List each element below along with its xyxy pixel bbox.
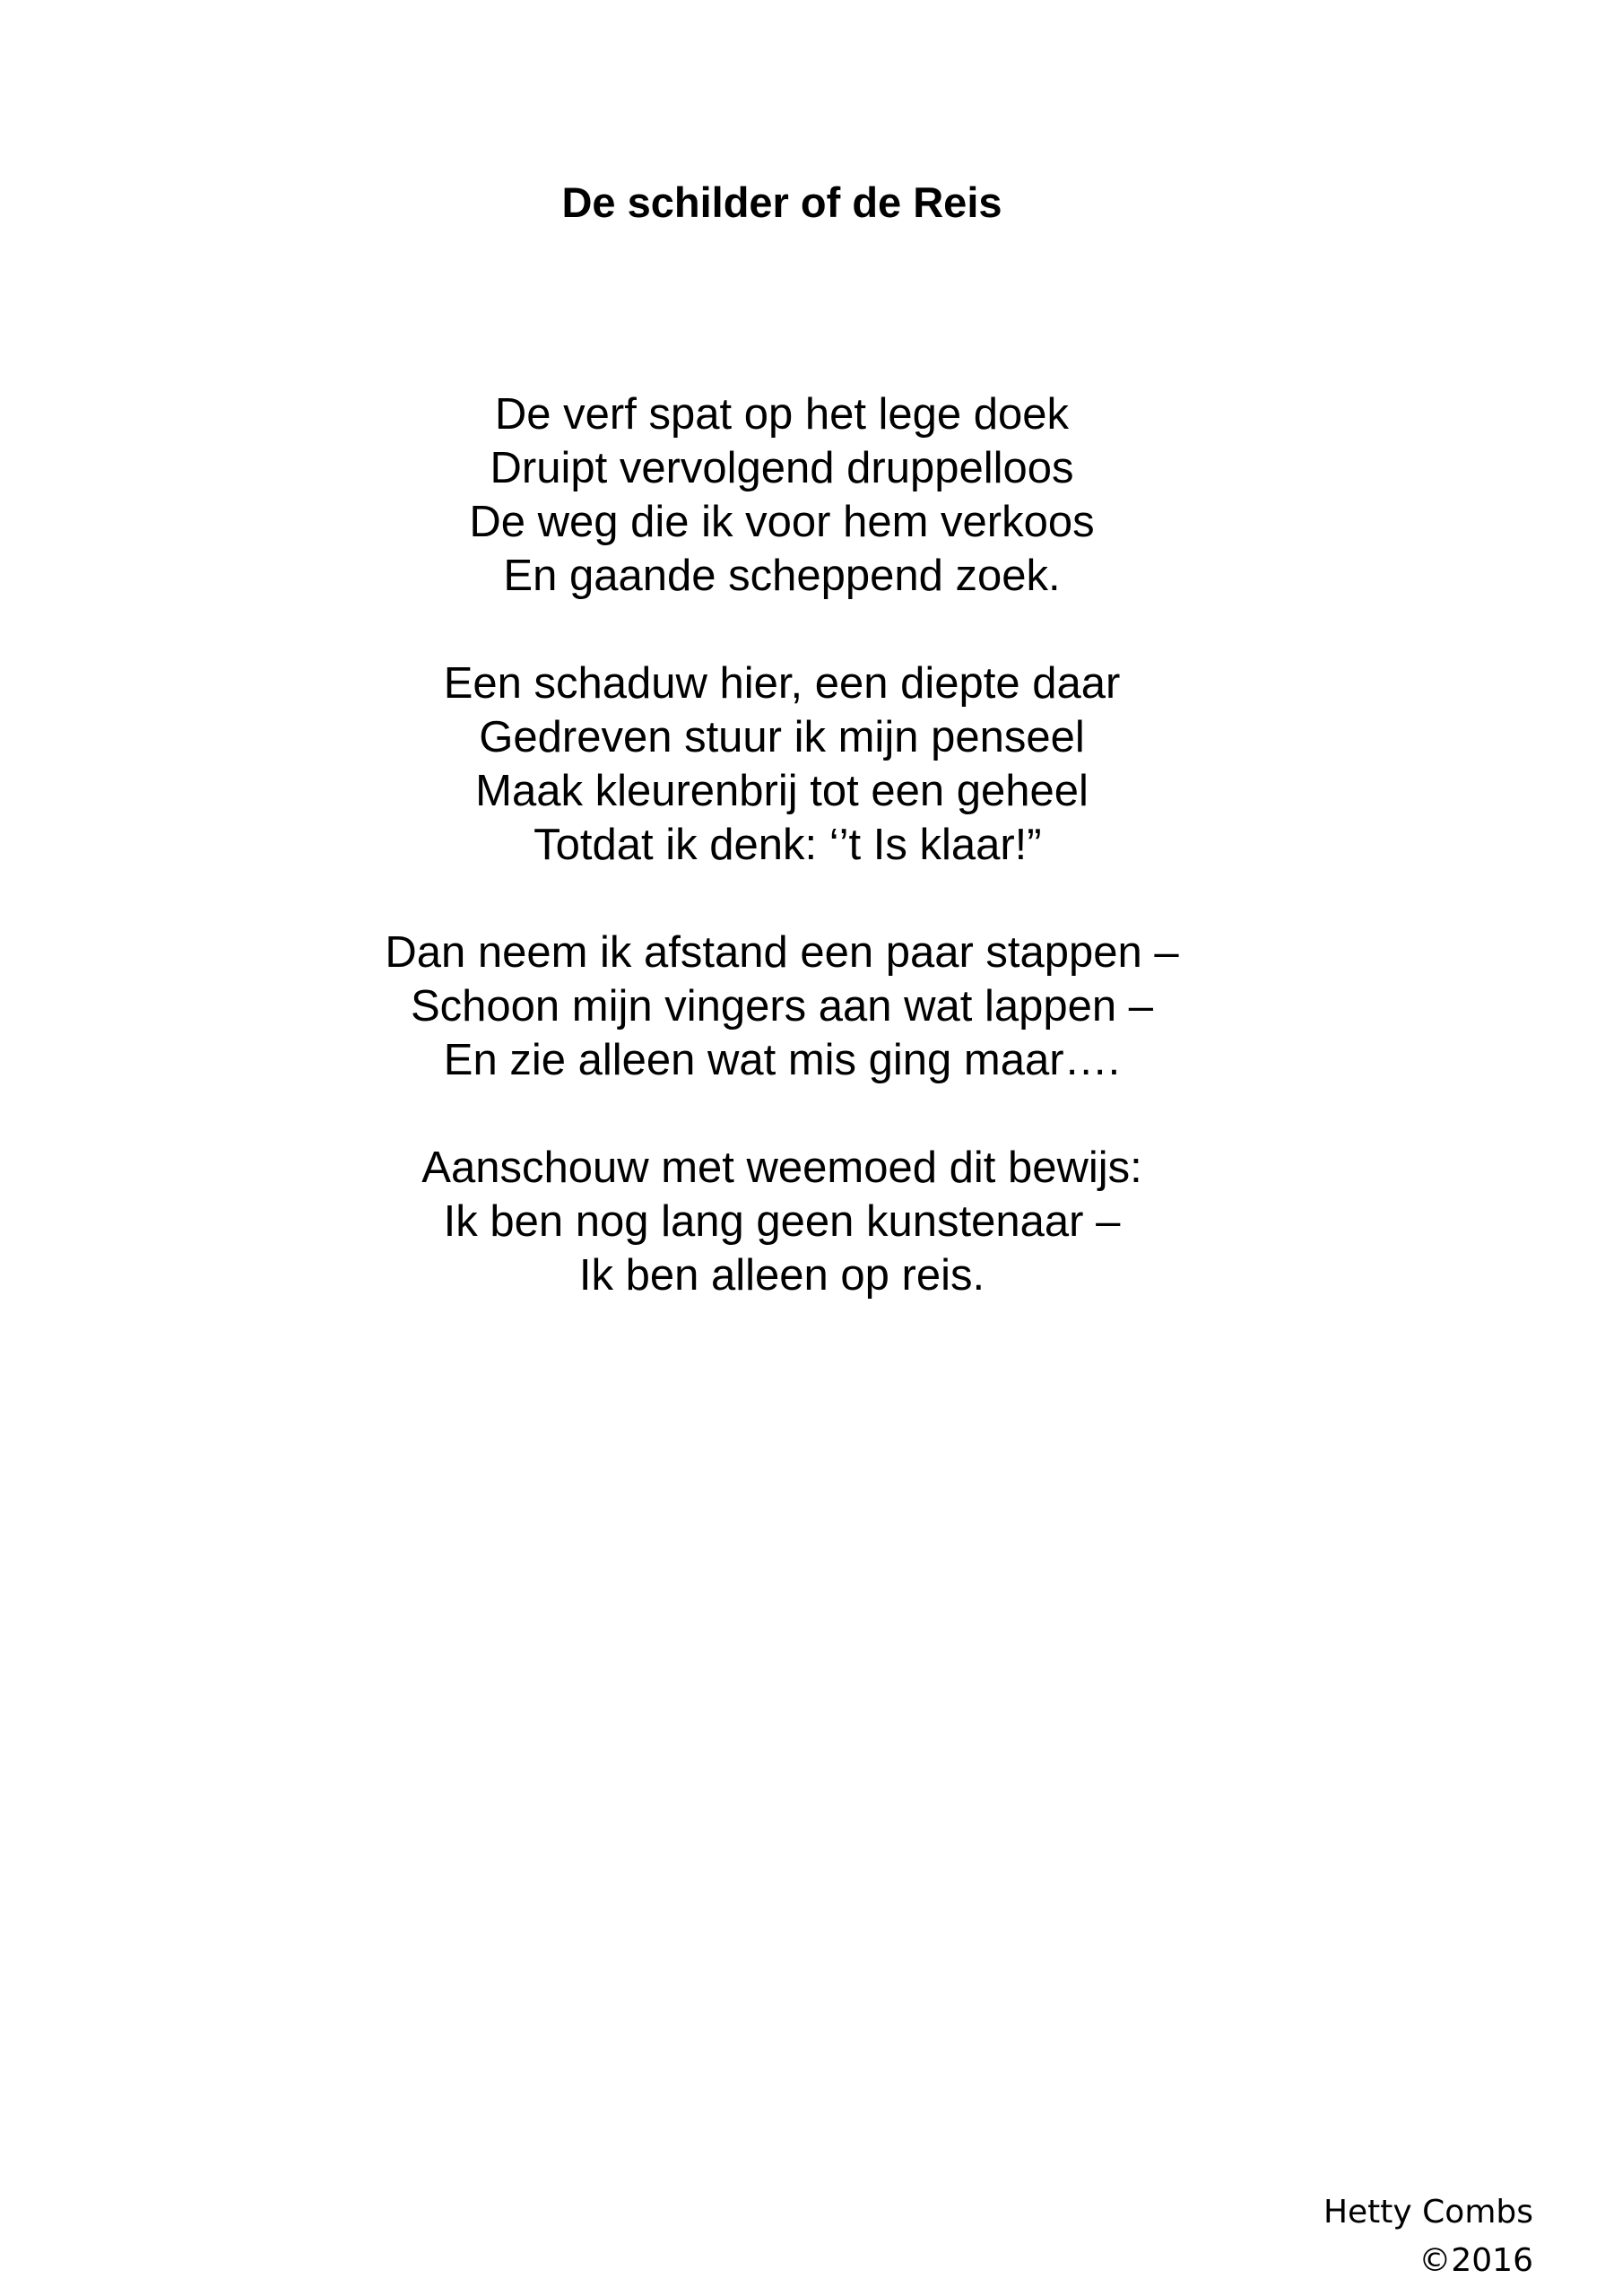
signature <box>1323 2188 1533 2285</box>
poem-line: En gaande scheppend zoek. <box>503 552 1061 600</box>
poem-line: Gedreven stuur ik mijn penseel <box>479 713 1085 761</box>
poem-line: De weg die ik voor hem verkoos <box>469 498 1095 546</box>
poem-line: Ik ben nog lang geen kunstenaar – <box>443 1197 1121 1246</box>
poem-line: Aanschouw met weemoed dit bewijs: <box>421 1144 1142 1192</box>
poem-line: Dan neem ik afstand een paar stappen – <box>385 928 1179 977</box>
copyright-year: ©2016 <box>1418 2242 1533 2279</box>
author-name: Hetty Combs <box>1323 2194 1533 2231</box>
stanza-3 <box>0 926 1564 1087</box>
stanza-1 <box>0 387 1564 603</box>
poem-line: En zie alleen wat mis ging maar…. <box>443 1036 1121 1084</box>
poem-line: Totdat ik denk: ‘’t Is klaar!” <box>522 821 1042 869</box>
poem-line: Schoon mijn vingers aan wat lappen – <box>410 982 1154 1031</box>
poem-line: Ik ben alleen op reis. <box>578 1251 985 1300</box>
poem-body <box>0 387 1564 1302</box>
poem-line: Druipt vervolgend druppelloos <box>490 444 1074 492</box>
poem-line: De verf spat op het lege doek <box>494 390 1070 439</box>
stanza-4 <box>0 1141 1564 1302</box>
poem-title: De schilder of de Reis <box>561 178 1002 226</box>
poem-line: Maak kleurenbrij tot een geheel <box>475 767 1089 815</box>
stanza-2 <box>0 657 1564 872</box>
poem-line: Een schaduw hier, een diepte daar <box>443 659 1121 708</box>
